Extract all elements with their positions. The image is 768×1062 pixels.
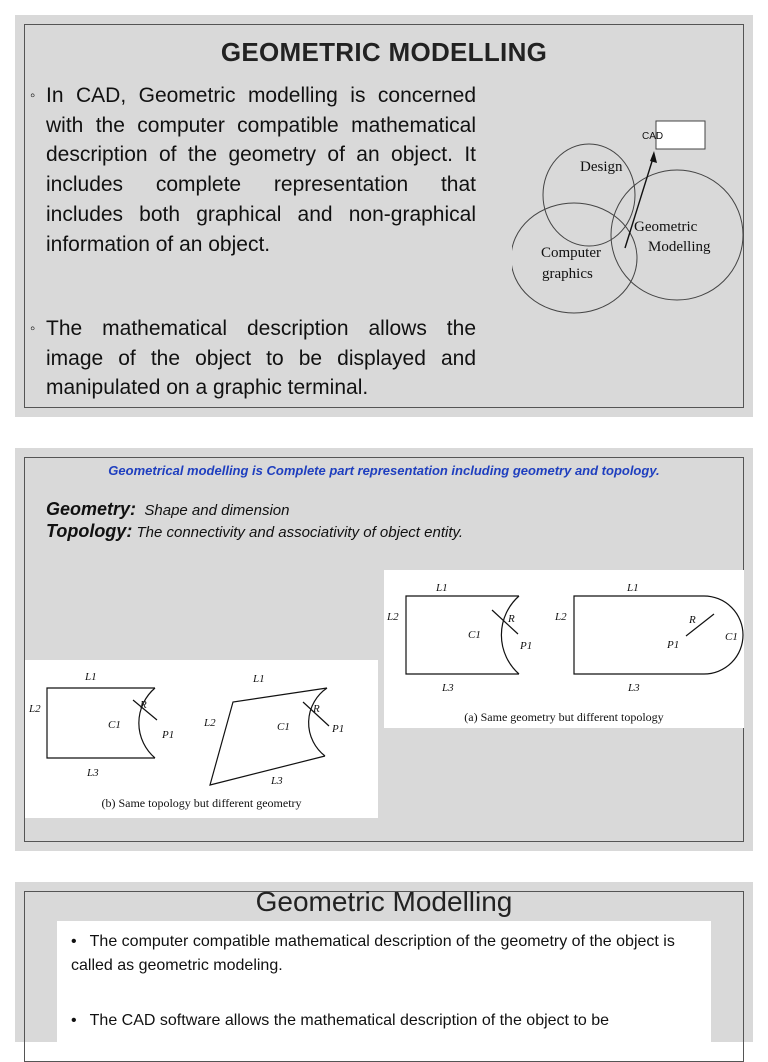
geometry-def: Shape and dimension [144,502,290,519]
bullet-text: The computer compatible mathematical description of the geometry of the object is called as geometric modeling. [71,933,675,974]
bullet-item [30,81,476,259]
label-l3: L3 [87,767,99,779]
bullet-item [30,314,476,403]
label-geometric: Geometric [634,219,698,235]
label-p1: P1 [332,723,345,735]
figure-b [25,660,378,818]
topology-def: The connectivity and associativity of object entity. [136,524,464,541]
label-l2: L2 [387,611,399,623]
figure-a-drawing [384,570,744,710]
topology-definition [46,521,463,542]
label-l2: L2 [204,717,216,729]
bullet-marker: • [71,1012,77,1029]
slide-geometric-modelling-intro [15,15,753,417]
topology-term: Topology: [46,521,133,541]
label-p1: P1 [520,640,533,652]
label-r: R [689,614,696,626]
bullet-text: In CAD, Geometric modelling is concerned with the computer compatible mathematical description of the geometry of an object. It includes complete representation that includes both graphical and non-graphical information of an object. [46,84,476,256]
slide-geometry-topology [15,448,753,851]
bullet-marker: ◦ [30,320,36,337]
slide-title: Geometric Modelling [255,886,513,917]
label-l1: L1 [436,582,448,594]
label-c1: C1 [277,721,290,733]
bullet-text: The mathematical description allows the image of the object to be displayed and manipulated on a graphic terminal. [46,317,476,400]
label-computer: Computer [541,245,601,261]
slide-geometric-modelling-definition [15,882,753,1042]
label-cad: CAD [642,131,664,142]
bullet-text: The CAD software allows the mathematical description of the object to be [89,1012,610,1029]
label-l3: L3 [442,682,454,694]
label-design: Design [580,159,623,175]
figure-b-caption: (b) Same topology but different geometry [101,796,302,810]
label-c1: C1 [725,631,738,643]
slide-title: GEOMETRIC MODELLING [220,37,548,67]
bullet-marker: ◦ [30,87,36,104]
label-r: R [140,699,147,711]
bullet-item [71,1009,701,1033]
cad-box [656,121,705,149]
content-panel [57,921,711,1051]
geometry-definition [46,499,289,520]
figure-a-caption: (a) Same geometry but different topology [464,710,664,724]
label-l1: L1 [627,582,639,594]
label-l2: L2 [29,703,41,715]
figure-b-drawing [25,660,378,800]
arrow-head-icon [650,151,657,163]
label-l3: L3 [271,775,283,787]
figure-a [384,570,744,728]
label-c1: C1 [108,719,121,731]
geometry-term: Geometry: [46,499,137,519]
label-p1: P1 [667,639,680,651]
label-r: R [508,613,515,625]
label-r: R [313,703,320,715]
label-l1: L1 [253,673,265,685]
label-l2: L2 [555,611,567,623]
label-l1: L1 [85,671,97,683]
slide-header: Geometrical modelling is Complete part representation including geometry and topology. [108,463,660,478]
label-graphics: graphics [542,266,593,282]
bullet-marker: • [71,933,77,950]
label-c1: C1 [468,629,481,641]
bullet-item [71,930,701,978]
label-l3: L3 [628,682,640,694]
geometric-modelling-circle [611,170,743,300]
label-p1: P1 [162,729,175,741]
label-modelling: Modelling [648,239,711,255]
venn-diagram [512,115,744,320]
